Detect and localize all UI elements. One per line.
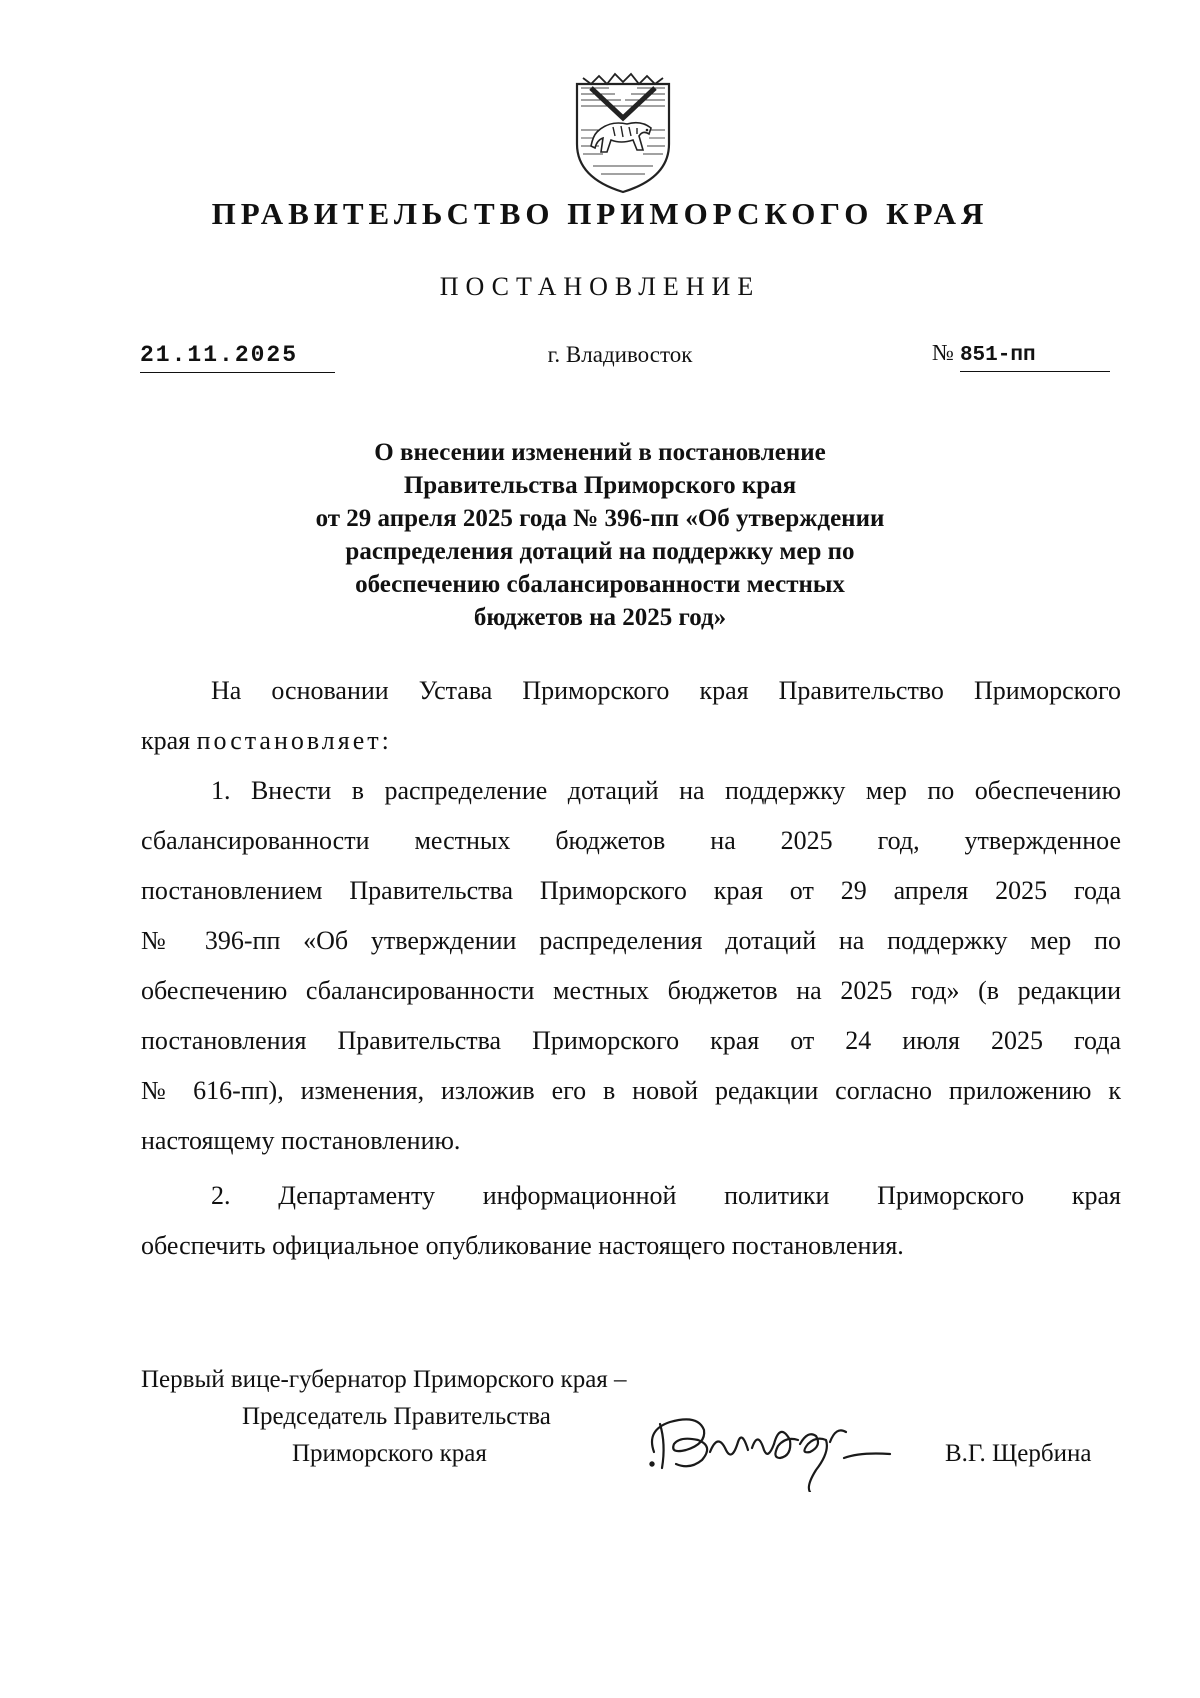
paragraph-1-line: 1. Внести в распределение дотаций на поддержку мер по обеспечению xyxy=(211,776,1121,805)
subject-line: О внесении изменений в постановление xyxy=(374,439,826,466)
decree-date: 21.11.2025 xyxy=(140,342,335,373)
subject-line: от 29 апреля 2025 года № 396-пп «Об утверждении xyxy=(315,505,885,532)
signer-position-line: Первый вице-губернатор Приморского края – xyxy=(141,1366,627,1393)
paragraph-1-line: № 396-пп «Об утверждении распределения дотаций на поддержку мер по xyxy=(141,926,1121,955)
intro-line xyxy=(141,726,1121,756)
paragraph-2-line: обеспечить официальное опубликование настоящего постановления. xyxy=(141,1231,904,1260)
number-sign: № xyxy=(932,340,954,365)
government-title: ПРАВИТЕЛЬСТВО ПРИМОРСКОГО КРАЯ xyxy=(211,196,989,231)
decree-subject xyxy=(0,436,1200,634)
paragraph-2-line: 2. Департаменту информационной политики Приморского края xyxy=(211,1181,1121,1210)
resolves-word: постановляет: xyxy=(196,726,392,755)
paragraph-1-line: постановления Правительства Приморского края от 24 июля 2025 года xyxy=(141,1026,1121,1055)
decree-city: г. Владивосток xyxy=(547,342,693,367)
decree-number-field xyxy=(932,340,1110,372)
intro-prefix: края xyxy=(141,726,197,755)
coat-of-arms-emblem xyxy=(569,70,677,194)
subject-line: бюджетов на 2025 год» xyxy=(473,604,727,631)
signer-position-line: Председатель Правительства xyxy=(242,1403,551,1430)
paragraph-1-line: обеспечению сбалансированности местных бюджетов на 2025 год» (в редакции xyxy=(141,976,1121,1005)
document-type-title: ПОСТАНОВЛЕНИЕ xyxy=(439,272,761,301)
signer-position-line: Приморского края xyxy=(292,1440,487,1467)
intro-line: На основании Устава Приморского края Правительство Приморского xyxy=(211,676,1121,705)
subject-line: обеспечению сбалансированности местных xyxy=(355,571,845,598)
paragraph-1-line: № 616-пп), изменения, изложив его в новой редакции согласно приложению к xyxy=(141,1076,1121,1105)
paragraph-1-line: настоящему постановлению. xyxy=(141,1126,461,1155)
paragraph-1-line: постановлением Правительства Приморского края от 29 апреля 2025 года xyxy=(141,876,1121,905)
decree-number: 851-пп xyxy=(960,344,1110,372)
subject-line: распределения дотаций на поддержку мер по xyxy=(345,538,855,565)
subject-line: Правительства Приморского края xyxy=(403,472,797,499)
signer-name: В.Г. Щербина xyxy=(945,1440,1092,1467)
paragraph-1-line: сбалансированности местных бюджетов на 2025 год, утвержденное xyxy=(141,826,1121,855)
handwritten-signature xyxy=(640,1400,902,1492)
